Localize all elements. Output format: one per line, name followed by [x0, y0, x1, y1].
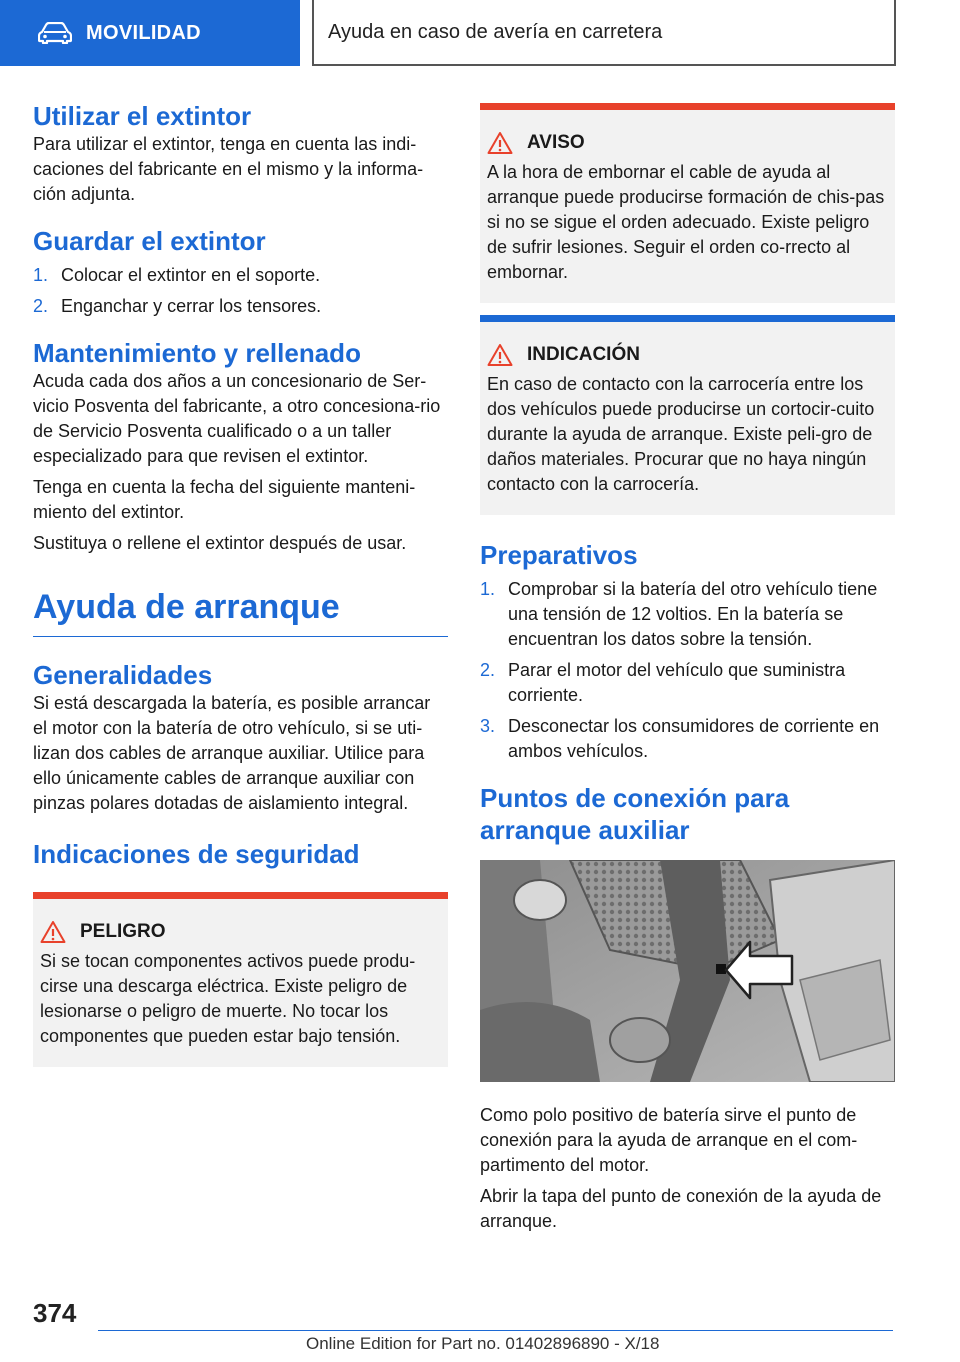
notice-title: PELIGRO [80, 921, 166, 942]
notice-text: Si se tocan componentes activos puede produ-cirse una descarga eléctrica. Existe peligro de lesionarse o peligro de muerte. No tocar los componentes que pueden estar bajo tensión. [40, 951, 416, 1046]
section-tab [0, 0, 300, 66]
peligro-notice [33, 892, 448, 1067]
footer-edition: Online Edition for Part no. 01402896890 - X/18 [306, 1334, 660, 1353]
list-item [480, 577, 895, 652]
section-label: MOVILIDAD [86, 21, 201, 44]
list-item [33, 294, 448, 319]
preparativos-steps-list [480, 577, 895, 764]
notice-text: A la hora de embornar el cable de ayuda al arranque puede producirse formación de chis-pas si no se sigue el orden adecuado. Existe peligro de sufrir lesiones. Seguir el orden co-rrecto al embornar. [487, 162, 885, 282]
chapter-rule [33, 636, 448, 637]
paragraph-generalidades: Si está descargada la batería, es posible arrancar el motor con la batería de otro vehículo, si se uti-lizan dos cables de arranque auxiliar. Utilice para ello únicamente cables de arranque auxiliar con pinzas polares dotadas de aislamiento integral. [33, 693, 431, 813]
paragraph-utilizar: Para utilizar el extintor, tenga en cuenta las indi-caciones del fabricante en el mismo y la informa-ción adjunta. [33, 134, 424, 204]
step-text: Parar el motor del vehículo que suministra corriente. [508, 660, 846, 705]
step-number: 2. [480, 660, 496, 680]
notice-title: AVISO [527, 132, 585, 153]
left-column [33, 100, 448, 1067]
step-text: Colocar el extintor en el soporte. [61, 265, 321, 285]
page-header [0, 0, 960, 66]
aviso-notice [480, 103, 895, 303]
paragraph-puntos-1: Como polo positivo de batería sirve el punto de conexión para la ayuda de arranque en el com-partimento del motor. [480, 1105, 858, 1175]
paragraph-mantenimiento-1: Acuda cada dos años a un concesionario de Ser-vicio Posventa del fabricante, a otro concesiona-rio de Servicio Posventa cualificado o a un taller especializado para que revisen el extintor. [33, 371, 441, 466]
right-column [480, 103, 895, 1234]
step-text: Enganchar y cerrar los tensores. [61, 296, 322, 316]
footer-rule [98, 1330, 893, 1331]
paragraph-mantenimiento-3: Sustituya o rellene el extintor después de usar. [33, 533, 407, 553]
heading-guardar-extintor: Guardar el extintor [33, 226, 266, 256]
step-number: 3. [480, 716, 496, 736]
paragraph-puntos-2: Abrir la tapa del punto de conexión de la ayuda de arranque. [480, 1186, 882, 1231]
heading-mantenimiento: Mantenimiento y rellenado [33, 338, 361, 368]
list-item [480, 658, 895, 708]
step-number: 1. [33, 265, 49, 285]
list-item [33, 263, 448, 288]
heading-generalidades: Generalidades [33, 660, 213, 690]
warning-triangle-icon [487, 343, 513, 367]
engine-bay-photo [480, 860, 895, 1082]
chapter-title: Ayuda en caso de avería en carretera [312, 0, 896, 66]
notice-text: En caso de contacto con la carrocería entre los dos vehículos puede producirse un cortocir-cuito durante la ayuda de arranque. Existe peli-gro de daños materiales. Procurar que no haya ningún contacto con la carrocería. [487, 374, 875, 494]
car-icon [38, 22, 72, 44]
heading-ayuda-arranque: Ayuda de arranque [33, 588, 340, 626]
guardar-steps-list [33, 263, 448, 319]
heading-utilizar-extintor: Utilizar el extintor [33, 101, 252, 131]
paragraph-mantenimiento-2: Tenga en cuenta la fecha del siguiente manteni-miento del extintor. [33, 477, 416, 522]
indicacion-notice [480, 315, 895, 515]
step-number: 2. [33, 296, 49, 316]
step-text: Desconectar los consumidores de corriente en ambos vehículos. [508, 716, 880, 761]
heading-puntos-conexion: Puntos de conexión para arranque auxiliar [480, 783, 790, 845]
heading-preparativos: Preparativos [480, 540, 638, 570]
heading-seguridad: Indicaciones de seguridad [33, 839, 360, 869]
step-text: Comprobar si la batería del otro vehículo tiene una tensión de 12 voltios. En la batería se encuentran los datos sobre la tensión. [508, 579, 878, 649]
page-number: 374 [33, 1298, 77, 1328]
list-item [480, 714, 895, 764]
step-number: 1. [480, 579, 496, 599]
warning-triangle-icon [40, 920, 66, 944]
notice-title: INDICACIÓN [527, 344, 640, 365]
warning-triangle-icon [487, 131, 513, 155]
